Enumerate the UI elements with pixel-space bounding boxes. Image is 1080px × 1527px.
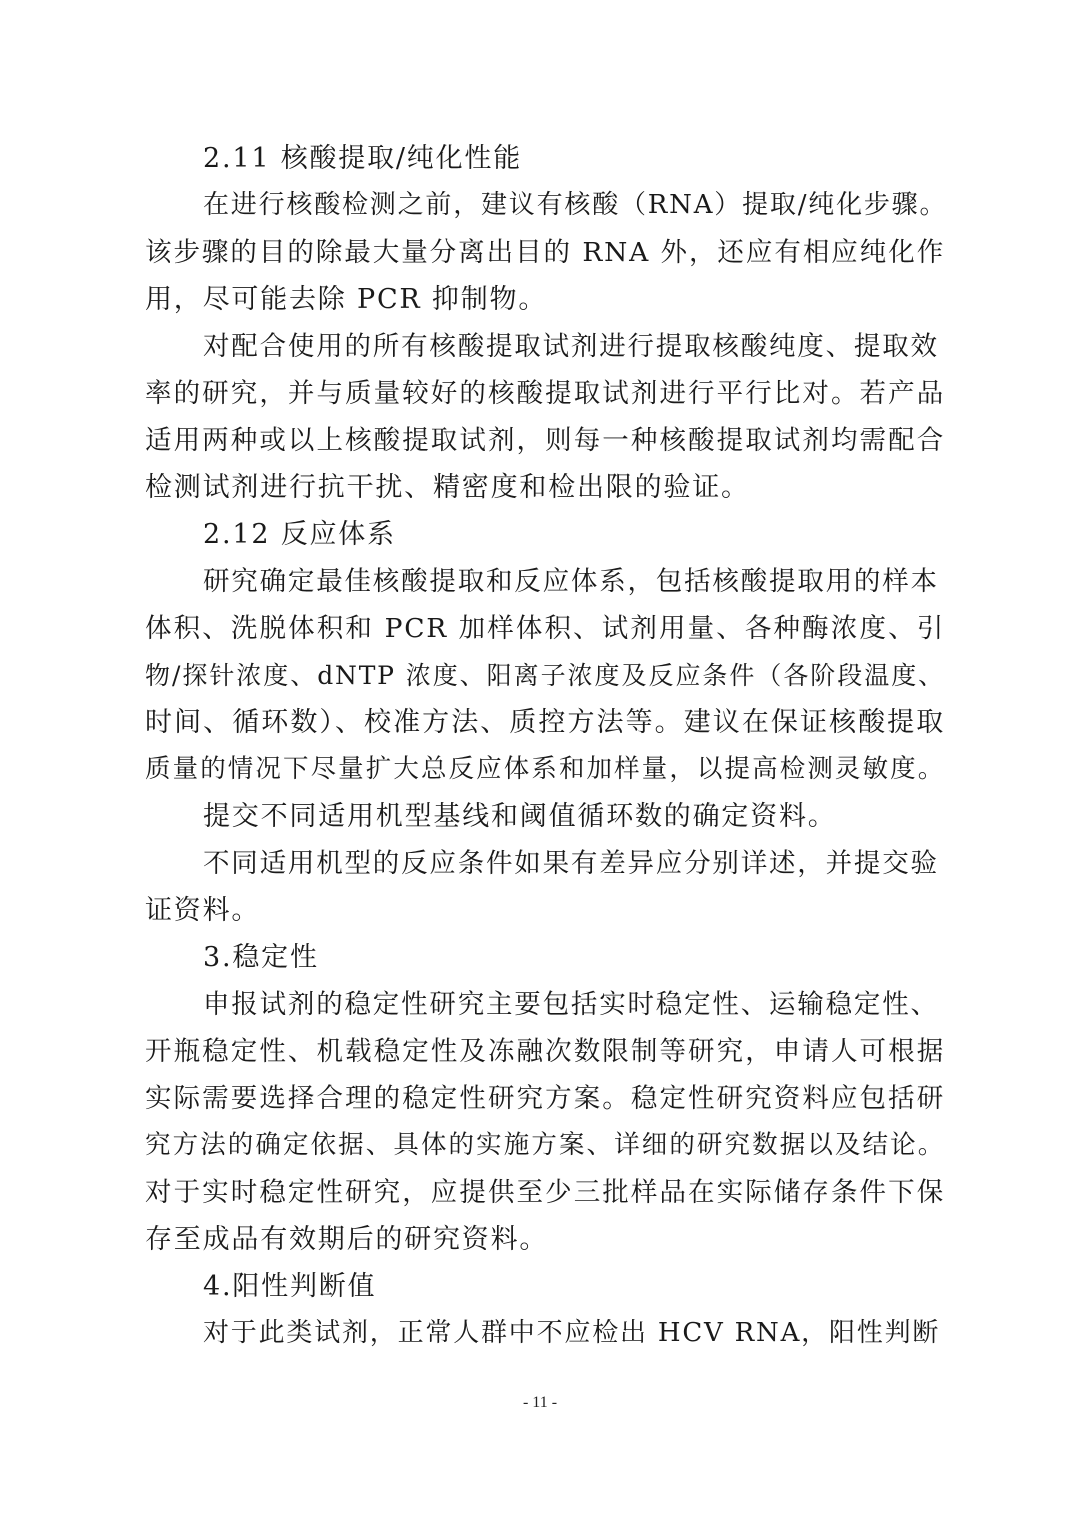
text-line: 质量的情况下尽量扩大总反应体系和加样量，以提高检测灵敏度。	[145, 754, 945, 784]
text-line: 时间、循环数）、校准方法、质控方法等。建议在保证核酸提取	[145, 707, 945, 738]
text-line: 3.稳定性	[203, 942, 319, 973]
text-line: 物/探针浓度、dNTP 浓度、阳离子浓度及反应条件（各阶段温度、	[145, 661, 945, 690]
text-line: 对于实时稳定性研究，应提供至少三批样品在实际储存条件下保	[145, 1177, 945, 1208]
text-line: 对配合使用的所有核酸提取试剂进行提取核酸纯度、提取效	[203, 331, 939, 362]
text-line: 该步骤的目的除最大量分离出目的 RNA 外，还应有相应纯化作	[145, 237, 945, 268]
text-line: 存至成品有效期后的研究资料。	[145, 1224, 549, 1255]
text-line: 提交不同适用机型基线和阈值循环数的确定资料。	[203, 801, 837, 832]
text-line: 对于此类试剂，正常人群中不应检出 HCV RNA，阳性判断	[203, 1318, 941, 1348]
text-line: 研究确定最佳核酸提取和反应体系，包括核酸提取用的样本	[203, 566, 939, 597]
text-line: 究方法的确定依据、具体的实施方案、详细的研究数据以及结论。	[145, 1130, 945, 1160]
page-number: - 11 -	[522, 1394, 558, 1411]
text-line: 体积、洗脱体积和 PCR 加样体积、试剂用量、各种酶浓度、引	[145, 613, 945, 644]
text-line: 检测试剂进行抗干扰、精密度和检出限的验证。	[145, 472, 750, 503]
text-line: 在进行核酸检测之前，建议有核酸（RNA）提取/纯化步骤。	[203, 190, 948, 220]
text-line: 申报试剂的稳定性研究主要包括实时稳定性、运输稳定性、	[203, 989, 939, 1020]
document-body	[145, 135, 948, 1357]
text-line: 适用两种或以上核酸提取试剂，则每一种核酸提取试剂均需配合	[145, 425, 945, 456]
text-line: 实际需要选择合理的稳定性研究方案。稳定性研究资料应包括研	[145, 1083, 945, 1114]
text-line: 4.阳性判断值	[203, 1271, 377, 1302]
text-line: 开瓶稳定性、机载稳定性及冻融次数限制等研究，申请人可根据	[145, 1036, 945, 1067]
text-line: 2.12 反应体系	[203, 519, 396, 550]
text-line: 用，尽可能去除 PCR 抑制物。	[145, 284, 548, 315]
text-line: 率的研究，并与质量较好的核酸提取试剂进行平行比对。若产品	[145, 378, 945, 409]
text-line: 2.11 核酸提取/纯化性能	[203, 143, 522, 174]
text-line: 不同适用机型的反应条件如果有差异应分别详述，并提交验	[203, 848, 939, 879]
text-line: 证资料。	[145, 895, 261, 926]
